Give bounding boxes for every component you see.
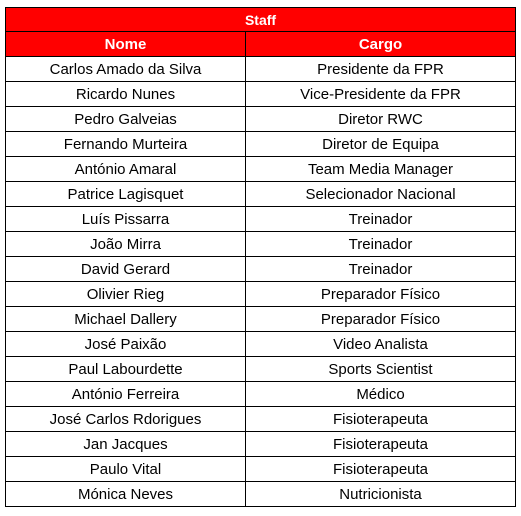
table-title-row bbox=[6, 8, 516, 32]
table-row bbox=[6, 332, 516, 357]
staff-name-cell: Ricardo Nunes bbox=[6, 82, 246, 107]
table-row bbox=[6, 82, 516, 107]
staff-name-cell: António Amaral bbox=[6, 157, 246, 182]
staff-name-cell: José Carlos Rdorigues bbox=[6, 407, 246, 432]
staff-role-cell: Treinador bbox=[246, 207, 516, 232]
staff-role-cell: Preparador Físico bbox=[246, 307, 516, 332]
staff-role-cell: Médico bbox=[246, 382, 516, 407]
staff-name-cell: Pedro Galveias bbox=[6, 107, 246, 132]
staff-role-cell: Selecionador Nacional bbox=[246, 182, 516, 207]
table-row bbox=[6, 107, 516, 132]
staff-name-cell: Paul Labourdette bbox=[6, 357, 246, 382]
staff-role-cell: Presidente da FPR bbox=[246, 57, 516, 82]
staff-role-cell: Fisioterapeuta bbox=[246, 432, 516, 457]
staff-table-container bbox=[5, 7, 515, 507]
table-row bbox=[6, 257, 516, 282]
table-row bbox=[6, 282, 516, 307]
table-title: Staff bbox=[6, 8, 516, 32]
staff-role-cell: Diretor RWC bbox=[246, 107, 516, 132]
staff-name-cell: João Mirra bbox=[6, 232, 246, 257]
staff-name-cell: Patrice Lagisquet bbox=[6, 182, 246, 207]
table-row bbox=[6, 157, 516, 182]
staff-name-cell: Jan Jacques bbox=[6, 432, 246, 457]
staff-name-cell: Carlos Amado da Silva bbox=[6, 57, 246, 82]
table-row bbox=[6, 232, 516, 257]
staff-name-cell: Mónica Neves bbox=[6, 482, 246, 507]
staff-name-cell: Luís Pissarra bbox=[6, 207, 246, 232]
table-row bbox=[6, 457, 516, 482]
staff-role-cell: Fisioterapeuta bbox=[246, 457, 516, 482]
staff-name-cell: David Gerard bbox=[6, 257, 246, 282]
staff-role-cell: Vice-Presidente da FPR bbox=[246, 82, 516, 107]
column-header-nome: Nome bbox=[6, 32, 246, 57]
table-row bbox=[6, 132, 516, 157]
staff-role-cell: Treinador bbox=[246, 232, 516, 257]
table-row bbox=[6, 407, 516, 432]
staff-role-cell: Sports Scientist bbox=[246, 357, 516, 382]
column-header-cargo: Cargo bbox=[246, 32, 516, 57]
staff-name-cell: Michael Dallery bbox=[6, 307, 246, 332]
staff-name-cell: Paulo Vital bbox=[6, 457, 246, 482]
staff-table bbox=[5, 7, 516, 507]
staff-name-cell: Olivier Rieg bbox=[6, 282, 246, 307]
table-row bbox=[6, 207, 516, 232]
staff-role-cell: Preparador Físico bbox=[246, 282, 516, 307]
staff-name-cell: Fernando Murteira bbox=[6, 132, 246, 157]
staff-role-cell: Treinador bbox=[246, 257, 516, 282]
staff-role-cell: Video Analista bbox=[246, 332, 516, 357]
staff-role-cell: Fisioterapeuta bbox=[246, 407, 516, 432]
staff-name-cell: José Paixão bbox=[6, 332, 246, 357]
staff-name-cell: António Ferreira bbox=[6, 382, 246, 407]
staff-role-cell: Nutricionista bbox=[246, 482, 516, 507]
staff-role-cell: Team Media Manager bbox=[246, 157, 516, 182]
table-row bbox=[6, 307, 516, 332]
table-row bbox=[6, 57, 516, 82]
table-row bbox=[6, 432, 516, 457]
table-row bbox=[6, 382, 516, 407]
table-header-row bbox=[6, 32, 516, 57]
table-row bbox=[6, 357, 516, 382]
table-row bbox=[6, 482, 516, 507]
table-row bbox=[6, 182, 516, 207]
table-body bbox=[6, 57, 516, 507]
staff-role-cell: Diretor de Equipa bbox=[246, 132, 516, 157]
